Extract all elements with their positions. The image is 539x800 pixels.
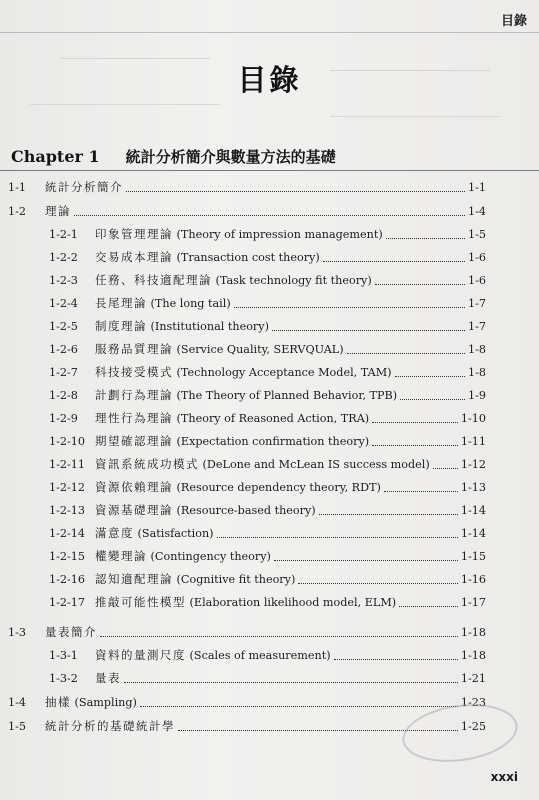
- toc-entry-title-zh: 資訊系統成功模式: [95, 457, 199, 471]
- toc-entry-title: [95, 549, 271, 564]
- toc-entry-number: 1-4: [8, 696, 27, 709]
- toc-entry-number: 1-2-13: [49, 504, 86, 517]
- dot-leader: [400, 399, 465, 400]
- toc-entry-title-zh: 資源基礎理論: [95, 503, 173, 517]
- toc-entry: [49, 590, 486, 610]
- toc-entry-number: 1-2-6: [49, 343, 78, 356]
- toc-entry-page: 1-6: [467, 274, 486, 287]
- toc-entry-title-en: (Expectation confirmation theory): [173, 435, 370, 448]
- dot-leader: [274, 560, 458, 561]
- toc-entry: [49, 337, 486, 357]
- toc-entry-page: 1-8: [467, 343, 486, 356]
- chapter-label: Chapter 1: [11, 147, 100, 166]
- toc-entry-title-en: (Resource-based theory): [173, 504, 316, 517]
- toc-entry-number: 1-2: [8, 205, 27, 218]
- toc-entry-page: 1-11: [460, 435, 486, 448]
- toc-entry-title: [95, 434, 369, 449]
- dot-leader: [372, 422, 458, 423]
- toc-entry-title: [45, 180, 123, 195]
- page-number: xxxi: [490, 770, 518, 784]
- dot-leader: [433, 468, 458, 469]
- toc-entry: [49, 521, 486, 541]
- toc-entry-number: 1-2-8: [49, 389, 78, 402]
- toc-entry-page: 1-18: [460, 649, 486, 662]
- toc-entry-page: 1-25: [460, 720, 486, 733]
- toc-entry-page: 1-1: [467, 181, 486, 194]
- toc-entry-title-zh: 制度理論: [95, 319, 147, 333]
- toc-entry: [49, 429, 486, 449]
- toc-entry-title-en: (Theory of Reasoned Action, TRA): [173, 412, 370, 425]
- toc-entry-title-zh: 科技接受模式: [95, 365, 173, 379]
- bleed-through-line: [330, 116, 500, 117]
- toc-entry-number: 1-2-14: [49, 527, 86, 540]
- toc-entry-title-en: (Technology Acceptance Model, TAM): [173, 366, 392, 379]
- toc-entry: [49, 360, 486, 380]
- toc-entry-title-en: (Cognitive fit theory): [173, 573, 296, 586]
- toc-entry-number: 1-2-15: [49, 550, 86, 563]
- toc-entry-title: [95, 227, 383, 242]
- toc-entry: [49, 666, 486, 686]
- dot-leader: [319, 514, 458, 515]
- toc-entry-page: 1-16: [460, 573, 486, 586]
- toc-entry-page: 1-9: [467, 389, 486, 402]
- toc-entry-number: 1-2-9: [49, 412, 78, 425]
- dot-leader: [375, 284, 465, 285]
- toc-entry-number: 1-2-17: [49, 596, 86, 609]
- toc-entry-page: 1-23: [460, 696, 486, 709]
- toc-entry-title: [95, 273, 372, 288]
- toc-entry: [49, 475, 486, 495]
- dot-leader: [384, 491, 458, 492]
- toc-entry-title: [45, 695, 137, 710]
- dot-leader: [323, 261, 465, 262]
- toc-entry: [49, 383, 486, 403]
- toc-entry-title-zh: 印象管理理論: [95, 227, 173, 241]
- toc-entry-title-en: (Task technology fit theory): [212, 274, 372, 287]
- toc-entry: [49, 452, 486, 472]
- toc-entry-page: 1-17: [460, 596, 486, 609]
- bleed-through-line: [30, 104, 220, 105]
- toc-entry: [49, 544, 486, 564]
- dot-leader: [298, 583, 458, 584]
- toc-entry-title: [95, 671, 121, 686]
- toc-entry: [49, 643, 486, 663]
- toc-entry-number: 1-3: [8, 626, 27, 639]
- dot-leader: [234, 307, 465, 308]
- toc-entry-title: [95, 388, 397, 403]
- toc-entry: [49, 498, 486, 518]
- toc-entry-title: [95, 595, 396, 610]
- dot-leader: [372, 445, 458, 446]
- toc-entry-title: [95, 411, 369, 426]
- toc-entry-title-zh: 長尾理論: [95, 296, 147, 310]
- toc-entry-title-zh: 認知適配理論: [95, 572, 173, 586]
- toc-entry-title: [95, 296, 231, 311]
- toc-entry-title-en: (Contingency theory): [147, 550, 271, 563]
- toc-entry-title-zh: 服務品質理論: [95, 342, 173, 356]
- toc-entry-title-zh: 期望確認理論: [95, 434, 173, 448]
- page-title: 目錄: [237, 63, 302, 97]
- dot-leader: [386, 238, 465, 239]
- toc-entry-title-zh: 理性行為理論: [95, 411, 173, 425]
- dot-leader: [334, 659, 458, 660]
- toc-entry-number: 1-5: [8, 720, 27, 733]
- dot-leader: [272, 330, 465, 331]
- toc-entry-page: 1-12: [460, 458, 486, 471]
- toc-entry: [49, 406, 486, 426]
- toc-entry-title-zh: 資源依賴理論: [95, 480, 173, 494]
- toc-entry-number: 1-3-1: [49, 649, 78, 662]
- toc-entry-number: 1-2-10: [49, 435, 86, 448]
- toc-entry-number: 1-2-3: [49, 274, 78, 287]
- toc-entry-number: 1-2-12: [49, 481, 86, 494]
- toc-entry-title-en: (Theory of impression management): [173, 228, 383, 241]
- header-rule: [0, 32, 539, 33]
- toc-entry: [49, 268, 486, 288]
- toc-entry-number: 1-2-11: [49, 458, 86, 471]
- toc-entry-title-en: (Resource dependency theory, RDT): [173, 481, 381, 494]
- toc-entry-title: [95, 480, 381, 495]
- toc-entry: [8, 175, 486, 195]
- toc-entry-title: [95, 572, 295, 587]
- toc-entry-title: [45, 625, 97, 640]
- toc-entry-title: [95, 648, 331, 663]
- dot-leader: [124, 682, 458, 683]
- toc-entry-page: 1-6: [467, 251, 486, 264]
- toc-entry-page: 1-14: [460, 527, 486, 540]
- toc-entry: [49, 314, 486, 334]
- chapter-title: 統計分析簡介與數量方法的基礎: [125, 148, 336, 166]
- toc-entry-title-zh: 權變理論: [95, 549, 147, 563]
- toc-entry-title-en: (Scales of measurement): [186, 649, 331, 662]
- toc-entry-title-en: (Transaction cost theory): [173, 251, 320, 264]
- toc-entry-page: 1-10: [460, 412, 486, 425]
- toc-entry-number: 1-2-16: [49, 573, 86, 586]
- chapter-rule: [0, 170, 539, 171]
- dot-leader: [74, 215, 465, 216]
- toc-entry-title: [45, 204, 71, 219]
- dot-leader: [126, 191, 465, 192]
- toc-entry-title-en: (Service Quality, SERVQUAL): [173, 343, 344, 356]
- toc-entry-title-en: (Elaboration likelihood model, ELM): [186, 596, 397, 609]
- toc-entry-number: 1-3-2: [49, 672, 78, 685]
- toc-entry: [8, 199, 486, 219]
- toc-entry-title-zh: 抽樣: [45, 695, 71, 709]
- toc-entry-title: [45, 719, 175, 734]
- dot-leader: [395, 376, 465, 377]
- toc-entry-title-en: (The long tail): [147, 297, 231, 310]
- toc-entry-title: [95, 342, 344, 357]
- toc-entry-page: 1-14: [460, 504, 486, 517]
- toc-entry-title: [95, 503, 316, 518]
- dot-leader: [140, 706, 458, 707]
- toc-entry: [8, 620, 486, 640]
- toc-entry-page: 1-8: [467, 366, 486, 379]
- running-head: 目錄: [500, 14, 527, 29]
- dot-leader: [399, 606, 458, 607]
- toc-entry-title-zh: 任務、科技適配理論: [95, 273, 212, 287]
- toc-entry-title-en: (Institutional theory): [147, 320, 269, 333]
- toc-entry-title-en: (Satisfaction): [134, 527, 214, 540]
- toc-entry-page: 1-4: [467, 205, 486, 218]
- toc-entry-title-en: (DeLone and McLean IS success model): [199, 458, 430, 471]
- toc-entry-title: [95, 526, 214, 541]
- toc-entry-title-zh: 資料的量測尺度: [95, 648, 186, 662]
- toc-entry-title: [95, 319, 269, 334]
- toc-entry-page: 1-7: [467, 320, 486, 333]
- toc-entry-page: 1-5: [467, 228, 486, 241]
- toc-entry-title: [95, 457, 430, 472]
- toc-entry: [49, 567, 486, 587]
- toc-entry-title-zh: 量表簡介: [45, 625, 97, 639]
- toc-entry-title-zh: 交易成本理論: [95, 250, 173, 264]
- toc-entry-title-zh: 計劃行為理論: [95, 388, 173, 402]
- toc-entry-title: [95, 250, 320, 265]
- toc-entry-title: [95, 365, 392, 380]
- toc-entry-number: 1-2-1: [49, 228, 78, 241]
- toc-entry-number: 1-2-4: [49, 297, 78, 310]
- toc-entry-page: 1-13: [460, 481, 486, 494]
- toc-entry-title-en: (The Theory of Planned Behavior, TPB): [173, 389, 398, 402]
- toc-entry: [49, 245, 486, 265]
- toc-entry-title-zh: 推敲可能性模型: [95, 595, 186, 609]
- dot-leader: [100, 636, 458, 637]
- toc-entry-page: 1-18: [460, 626, 486, 639]
- toc-entry-title-zh: 滿意度: [95, 526, 134, 540]
- toc-entry-number: 1-2-5: [49, 320, 78, 333]
- toc-entry-title-zh: 統計分析的基礎統計學: [45, 719, 175, 733]
- toc-entry-title-zh: 量表: [95, 671, 121, 685]
- toc-entry-number: 1-1: [8, 181, 27, 194]
- toc-entry-title-zh: 理論: [45, 204, 71, 218]
- dot-leader: [217, 537, 458, 538]
- toc-entry-page: 1-21: [460, 672, 486, 685]
- toc-entry: [49, 291, 486, 311]
- toc-entry-number: 1-2-2: [49, 251, 78, 264]
- toc-entry-page: 1-7: [467, 297, 486, 310]
- toc-entry: [8, 690, 486, 710]
- toc-entry-number: 1-2-7: [49, 366, 78, 379]
- dot-leader: [347, 353, 465, 354]
- toc-entry-title-zh: 統計分析簡介: [45, 180, 123, 194]
- chapter-heading: [11, 146, 336, 167]
- toc-entry-title-en: (Sampling): [71, 696, 137, 709]
- toc-entry-page: 1-15: [460, 550, 486, 563]
- toc-entry: [49, 222, 486, 242]
